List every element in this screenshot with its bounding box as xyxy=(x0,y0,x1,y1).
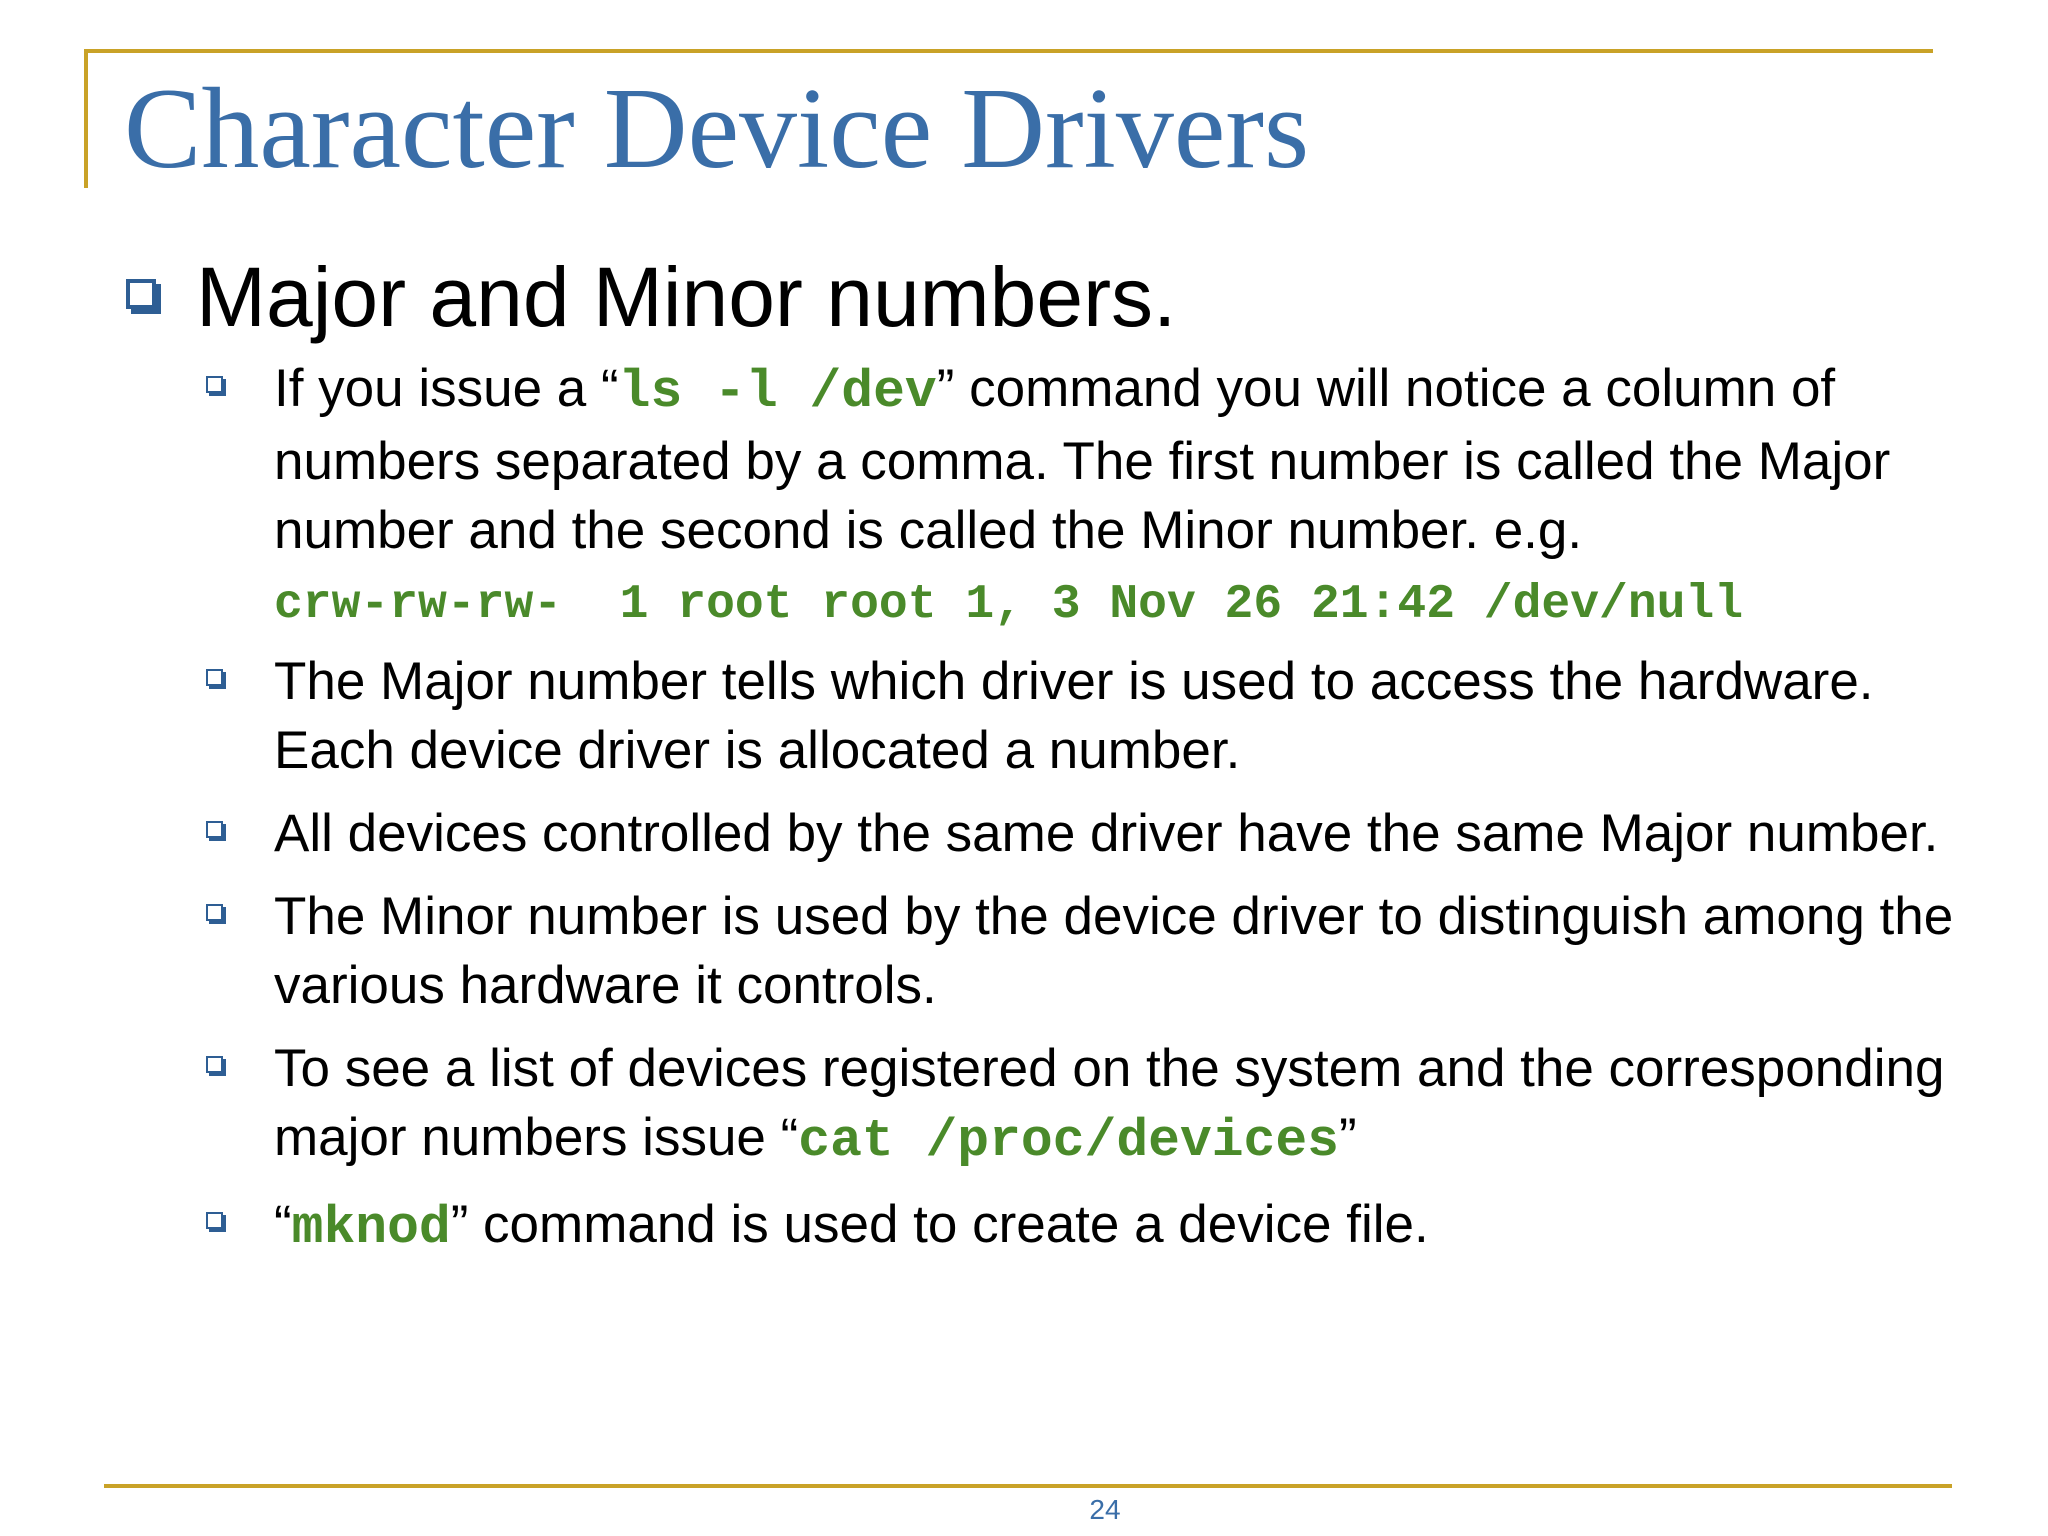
square-bullet-icon xyxy=(206,1212,223,1229)
bullet-text: ” command is used to create a device file. xyxy=(450,1195,1429,1254)
page-number: 24 xyxy=(1089,1494,1121,1525)
bullet-text: All devices controlled by the same driver have the same Major number. xyxy=(274,804,1939,863)
square-bullet-icon xyxy=(206,669,223,686)
bullet-text: “ xyxy=(274,1195,292,1254)
left-rule xyxy=(84,49,88,188)
bullet-text: To see a list of devices registered on the system and the corresponding major numbers issue “ xyxy=(274,1039,1945,1167)
bullet-text: The Major number tells which driver is used to access the hardware. Each device driver is allocated a number. xyxy=(274,652,1874,780)
square-bullet-icon xyxy=(126,279,156,309)
bullet-item-minor xyxy=(206,882,1966,1020)
bullet-text: If you issue a “ xyxy=(274,359,619,418)
bullet-text: The Minor number is used by the device driver to distinguish among the various hardware it controls. xyxy=(274,887,1954,1015)
bullet-text: ” command you will notice a column of numbers separated by a comma. The first number is called the Major number and the second is called the Minor number. e.g. xyxy=(274,359,1891,560)
bottom-rule xyxy=(104,1484,1952,1488)
main-bullet xyxy=(126,252,1176,342)
code-ls-dev: ls -l /dev xyxy=(618,362,937,422)
code-mknod: mknod xyxy=(291,1198,451,1258)
square-bullet-icon xyxy=(206,1056,223,1073)
bullet-item-ls xyxy=(206,354,1966,633)
square-bullet-icon xyxy=(206,904,223,921)
square-bullet-icon xyxy=(206,376,223,393)
top-rule xyxy=(84,49,1933,53)
square-bullet-icon xyxy=(206,821,223,838)
bullet-list xyxy=(206,354,1966,1277)
code-example-dev-null: crw-rw-rw- 1 root root 1, 3 Nov 26 21:42 /dev/null xyxy=(274,578,1744,632)
bullet-item-same-driver xyxy=(206,799,1966,868)
bullet-item-mknod xyxy=(206,1190,1966,1263)
main-heading: Major and Minor numbers. xyxy=(196,250,1177,344)
slide-title: Character Device Drivers xyxy=(124,65,1310,193)
bullet-item-major xyxy=(206,647,1966,785)
bullet-text: ” xyxy=(1338,1108,1357,1167)
bullet-item-proc-devices xyxy=(206,1034,1966,1176)
code-cat-proc-devices: cat /proc/devices xyxy=(798,1111,1339,1171)
